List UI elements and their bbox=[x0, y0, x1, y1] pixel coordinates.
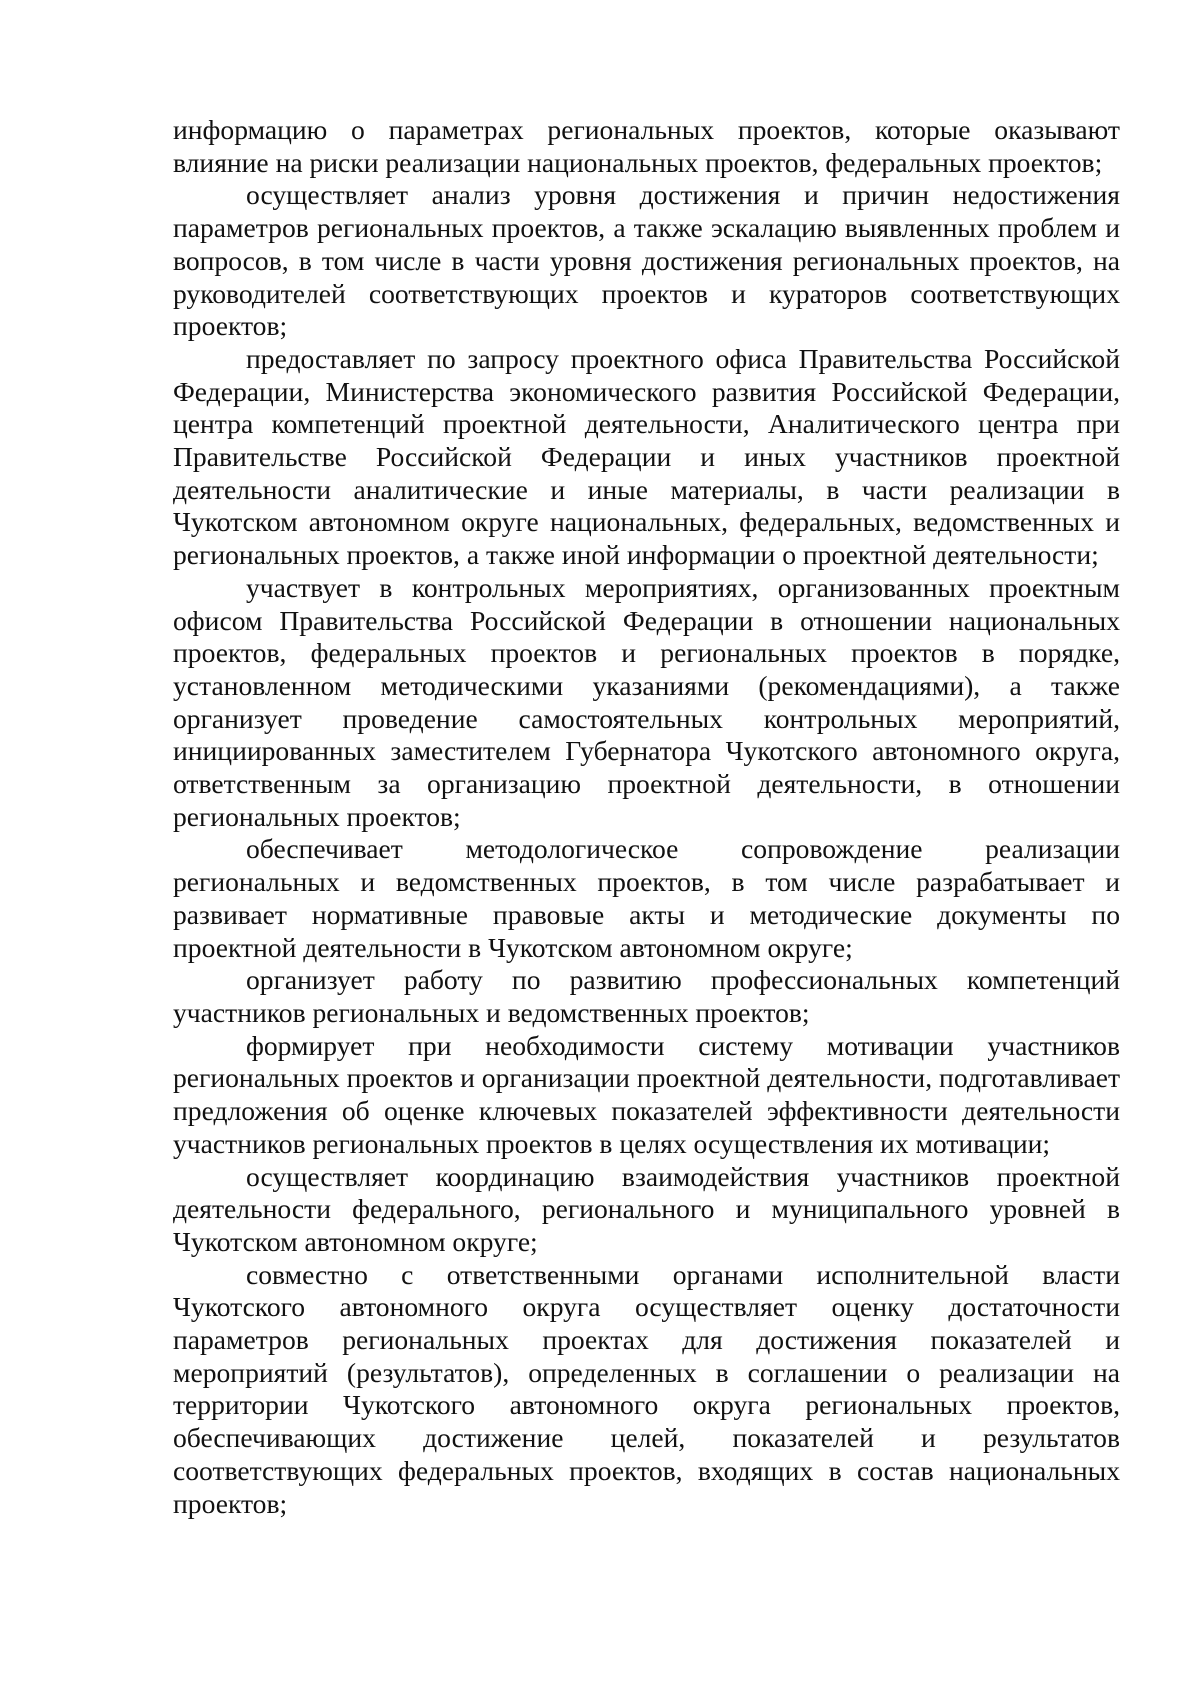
paragraph-assessment: совместно с ответственными органами исполнительной власти Чукотского автономного округа осуществляет оценку достаточности параметров региональных проектах для достижения показателей и мероприятий (результатов), определенных в соглашении о реализации на территории Чукотского автономного округа региональных проектов, обеспечивающих достижение целей, показателей и результатов соответствующих федеральных проектов, входящих в состав национальных проектов; bbox=[173, 1258, 1120, 1519]
paragraph-motivation: формирует при необходимости систему мотивации участников региональных проектов и организации проектной деятельности, подготавливает предложения об оценке ключевых показателей эффективности деятельности участников региональных проектов в целях осуществления их мотивации; bbox=[173, 1029, 1120, 1159]
paragraph-competencies: организует работу по развитию профессиональных компетенций участников региональных и ведомственных проектов; bbox=[173, 964, 1120, 1028]
document-body bbox=[173, 114, 1120, 1520]
paragraph-analysis: осуществляет анализ уровня достижения и причин недостижения параметров региональных проектов, а также эскалацию выявленных проблем и вопросов, в том числе в части уровня достижения региональных проектов, на руководителей соответствующих проектов и кураторов соответствующих проектов; bbox=[173, 179, 1120, 342]
paragraph-control-events: участвует в контрольных мероприятиях, организованных проектным офисом Правительства Российской Федерации в отношении национальных проектов, федеральных проектов и региональных проектов в порядке, установленном методическими указаниями (рекомендациями), а также организует проведение самостоятельных контрольных мероприятий, инициированных заместителем Губернатора Чукотского автономного округа, ответственным за организацию проектной деятельности, в отношении региональных проектов; bbox=[173, 571, 1120, 832]
paragraph-methodology: обеспечивает методологическое сопровождение реализации региональных и ведомственных проектов, в том числе разрабатывает и развивает нормативные правовые акты и методические документы по проектной деятельности в Чукотском автономном округе; bbox=[173, 833, 1120, 963]
paragraph-continuation: информацию о параметрах региональных проектов, которые оказывают влияние на риски реализации национальных проектов, федеральных проектов; bbox=[173, 114, 1120, 178]
paragraph-coordination: осуществляет координацию взаимодействия участников проектной деятельности федерального, регионального и муниципального уровней в Чукотском автономном округе; bbox=[173, 1160, 1120, 1257]
paragraph-materials: предоставляет по запросу проектного офиса Правительства Российской Федерации, Министерства экономического развития Российской Федерации, центра компетенций проектной деятельности, Аналитического центра при Правительстве Российской Федерации и иных участников проектной деятельности аналитические и иные материалы, в части реализации в Чукотском автономном округе национальных, федеральных, ведомственных и региональных проектов, а также иной информации о проектной деятельности; bbox=[173, 342, 1120, 571]
